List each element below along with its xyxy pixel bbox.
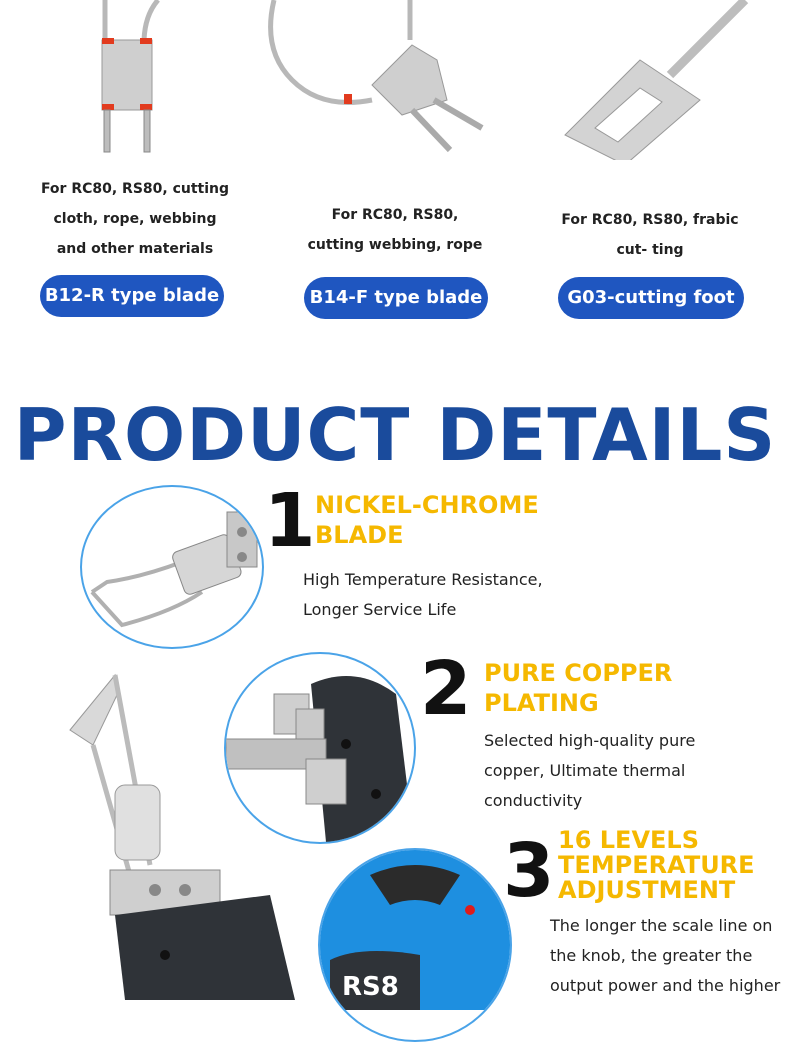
feature-title-3 <box>558 828 755 903</box>
feature-title-1-line-1: NICKEL-CHROME <box>315 491 539 519</box>
device-model-label: RS8 <box>342 972 399 1002</box>
feature-title-1 <box>315 490 539 550</box>
feature-text-2 <box>484 726 695 816</box>
feature-text-1-line-2: Longer Service Life <box>303 600 457 619</box>
feature-text-2-line-3: conductivity <box>484 791 583 810</box>
g03-cutting-foot-button[interactable]: G03-cutting foot <box>558 277 744 319</box>
feature-text-3-line-3: output power and the higher <box>550 976 781 995</box>
feature-text-2-line-2: copper, Ultimate thermal <box>484 761 686 780</box>
feature-text-2-line-1: Selected high-quality pure <box>484 731 696 750</box>
temperature-detail-circle <box>318 848 512 1042</box>
feature-title-1-line-2: BLADE <box>315 521 404 549</box>
feature-title-3-line-3: ADJUSTMENT <box>558 876 736 904</box>
b12r-blade-button[interactable]: B12-R type blade <box>40 275 224 317</box>
blade-b12r-image <box>80 0 180 160</box>
feature-text-3-line-2: the knob, the greater the <box>550 946 753 965</box>
blade-b14f-image <box>262 0 492 160</box>
feature-number-3: 3 <box>503 828 555 914</box>
nickel-blade-icon <box>82 487 262 647</box>
temperature-knob-icon <box>320 850 510 1010</box>
feature-number-1: 1 <box>264 478 316 564</box>
cutting-foot-icon <box>560 0 750 160</box>
feature-title-2 <box>484 658 672 718</box>
feature-text-3-line-1: The longer the scale line on <box>550 916 773 935</box>
copper-plating-icon <box>226 654 414 842</box>
feature-text-1-line-1: High Temperature Resistance, <box>303 570 543 589</box>
feature-title-3-line-1: 16 LEVELS <box>558 826 699 854</box>
feature-title-2-line-1: PURE COPPER <box>484 659 673 687</box>
b14f-blade-button[interactable]: B14-F type blade <box>304 277 488 319</box>
cutting-foot-image <box>560 0 750 160</box>
blade-b12r-icon <box>80 0 180 160</box>
feature-title-3-line-2: TEMPERATURE <box>558 851 755 879</box>
blade-b14f-icon <box>262 0 492 160</box>
accessory-description-b14f: For RC80, RS80, cutting webbing, rope <box>307 207 483 253</box>
feature-number-2: 2 <box>420 646 472 732</box>
accessory-description-b12r: For RC80, RS80, cutting cloth, rope, webbing and other materials <box>40 181 230 257</box>
blade-detail-circle <box>80 485 264 649</box>
feature-title-2-line-2: PLATING <box>484 689 599 717</box>
feature-text-3 <box>550 911 780 1001</box>
copper-detail-circle <box>224 652 416 844</box>
section-title: PRODUCT DETAILS <box>13 393 777 477</box>
feature-text-1 <box>303 565 543 625</box>
accessory-description-g03: For RC80, RS80, frabic cut- ting <box>561 212 739 258</box>
